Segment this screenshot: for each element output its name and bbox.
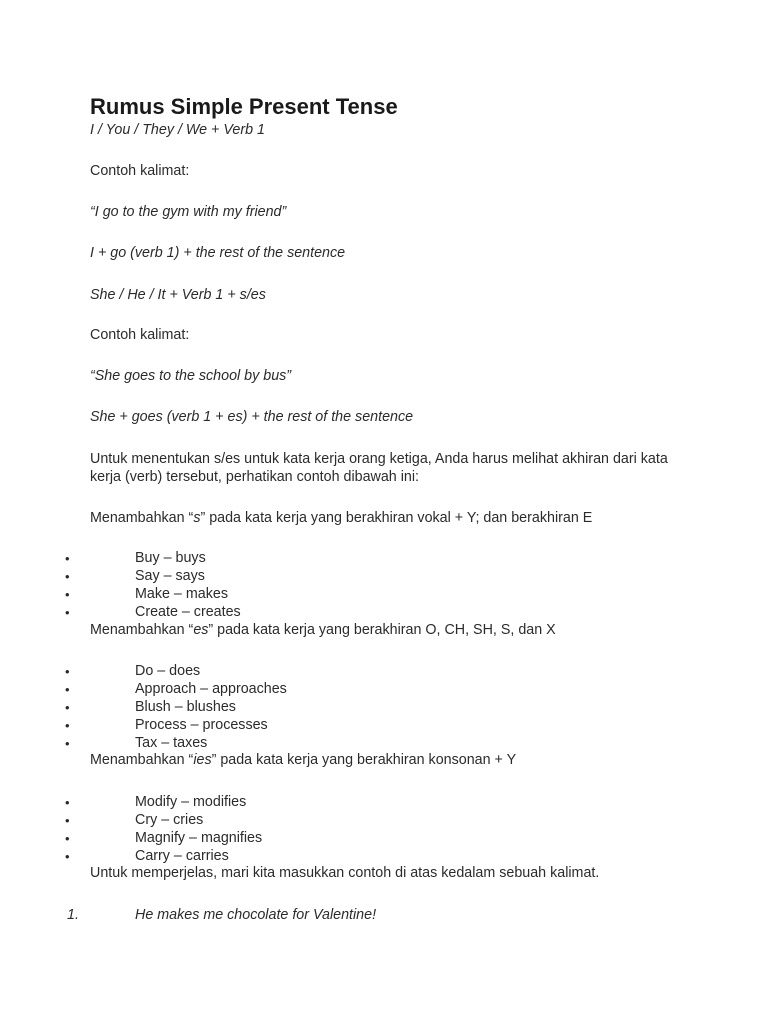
list-item: Tax – taxes bbox=[135, 735, 208, 751]
rule-heading-s bbox=[90, 509, 592, 527]
list-item: Buy – buys bbox=[135, 550, 206, 566]
page-title: Rumus Simple Present Tense bbox=[90, 94, 398, 119]
list-item: Magnify – magnifies bbox=[135, 830, 263, 846]
rule-heading-ies bbox=[90, 751, 516, 769]
rule-rest: ” pada kata kerja yang berakhiran O, CH, SH, S, dan X bbox=[208, 622, 556, 638]
rule-prefix: Menambahkan “ bbox=[90, 510, 194, 526]
conclusion-paragraph: Untuk memperjelas, mari kita masukkan contoh di atas kedalam sebuah kalimat. bbox=[90, 865, 600, 881]
numbered-example-sentence: He makes me chocolate for Valentine! bbox=[135, 907, 377, 923]
rule-prefix: Menambahkan “ bbox=[90, 622, 194, 638]
formula-subject-singular: She / He / It + Verb 1 + s/es bbox=[90, 287, 266, 303]
list-item: Cry – cries bbox=[135, 812, 204, 828]
list-item: Say – says bbox=[135, 568, 205, 584]
rule-suffix: s bbox=[193, 510, 201, 526]
bullet-icon: • bbox=[65, 736, 70, 751]
list-item: Blush – blushes bbox=[135, 699, 236, 715]
bullet-icon: • bbox=[65, 551, 70, 566]
example-sentence: “She goes to the school by bus” bbox=[90, 368, 292, 384]
rule-rest: ” pada kata kerja yang berakhiran vokal + Y; dan berakhiran E bbox=[200, 510, 593, 526]
bullet-icon: • bbox=[65, 664, 70, 679]
rule-suffix: ies bbox=[193, 752, 212, 768]
rule-heading-es bbox=[90, 621, 556, 639]
rule-rest: ” pada kata kerja yang berakhiran konsonan + Y bbox=[211, 752, 517, 768]
bullet-icon: • bbox=[65, 831, 70, 846]
bullet-icon: • bbox=[65, 605, 70, 620]
example-breakdown: I + go (verb 1) + the rest of the sentence bbox=[90, 245, 346, 261]
list-item: Create – creates bbox=[135, 604, 241, 620]
rule-prefix: Menambahkan “ bbox=[90, 752, 194, 768]
list-item: Carry – carries bbox=[135, 848, 229, 864]
list-item: Approach – approaches bbox=[135, 681, 287, 697]
example-label: Contoh kalimat: bbox=[90, 327, 190, 343]
bullet-icon: • bbox=[65, 849, 70, 864]
list-number: 1. bbox=[67, 907, 79, 923]
bullet-icon: • bbox=[65, 700, 70, 715]
bullet-icon: • bbox=[65, 718, 70, 733]
bullet-icon: • bbox=[65, 682, 70, 697]
list-item: Make – makes bbox=[135, 586, 228, 602]
bullet-icon: • bbox=[65, 587, 70, 602]
bullet-icon: • bbox=[65, 795, 70, 810]
list-item: Modify – modifies bbox=[135, 794, 247, 810]
intro-paragraph: Untuk menentukan s/es untuk kata kerja orang ketiga, Anda harus melihat akhiran dari kata kerja (verb) tersebut, perhatikan contoh dibawah ini: bbox=[90, 451, 668, 485]
bullet-icon: • bbox=[65, 813, 70, 828]
list-item: Process – processes bbox=[135, 717, 268, 733]
example-label: Contoh kalimat: bbox=[90, 163, 190, 179]
bullet-icon: • bbox=[65, 569, 70, 584]
list-item: Do – does bbox=[135, 663, 201, 679]
example-sentence: “I go to the gym with my friend” bbox=[90, 204, 287, 220]
example-breakdown: She + goes (verb 1 + es) + the rest of the sentence bbox=[90, 409, 414, 425]
formula-subject-plural: I / You / They / We + Verb 1 bbox=[90, 122, 265, 138]
rule-suffix: es bbox=[193, 622, 209, 638]
